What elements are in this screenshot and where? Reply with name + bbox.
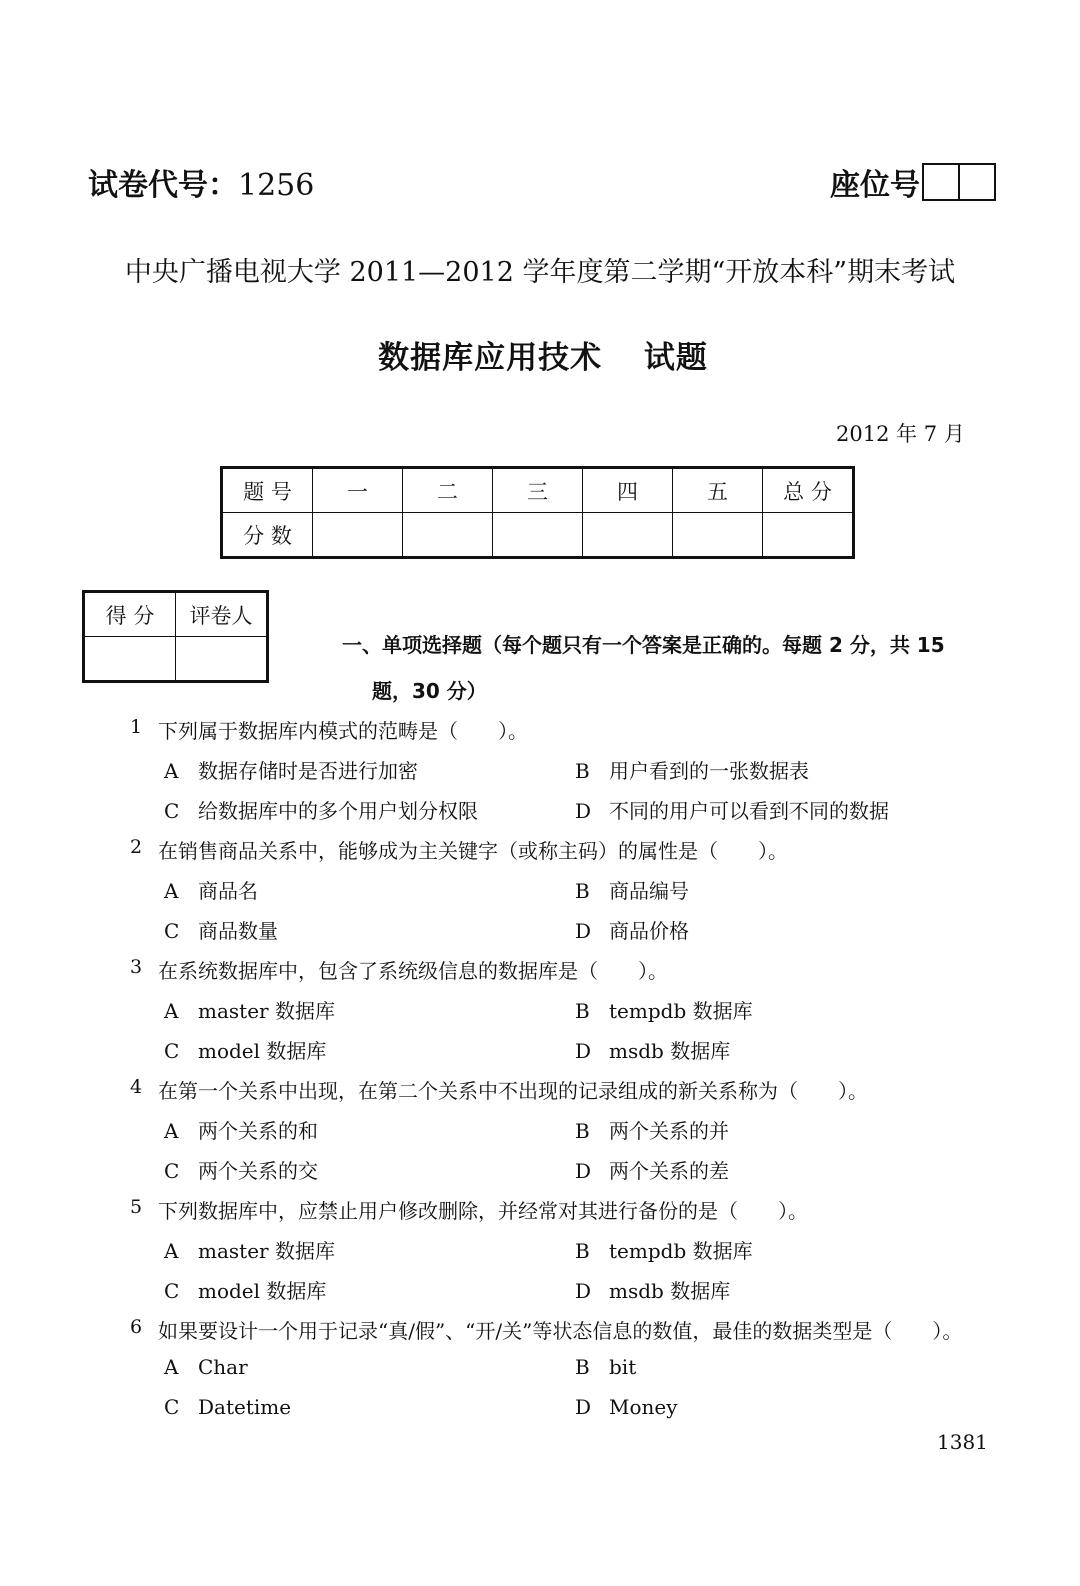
option-letter: D [575,1279,592,1303]
option-letter: C [164,919,180,943]
question-number: 1 [130,716,143,738]
grader-empty-row [84,637,268,682]
question-number: 2 [130,836,143,858]
option-a [164,995,335,1024]
option-c [164,1275,326,1304]
option-letter: D [575,1395,592,1419]
option-text: 给数据库中的多个用户划分权限 [198,799,478,823]
option-d [575,1395,678,1419]
option-b [575,1115,729,1144]
exam-date: 2012 年 7 月 [836,422,965,446]
section-title-line: 题，30 分） [372,679,487,703]
option-letter: D [575,799,592,823]
option-b [575,995,753,1024]
option-letter: C [164,1395,180,1419]
option-text: 商品编号 [609,879,689,903]
option-text: 两个关系的和 [198,1119,318,1143]
option-letter: D [575,1159,592,1183]
paper-code [88,160,314,204]
seat-number [830,160,996,204]
option-letter: A [164,1355,179,1379]
grader-header-row [84,592,268,637]
option-text: msdb 数据库 [609,1279,731,1303]
score-cell [673,513,763,558]
question-text: 在销售商品关系中，能够成为主关键字（或称主码）的属性是（ ）。 [158,839,788,863]
option-d [575,795,889,824]
option-a [164,1115,318,1144]
option-text: 两个关系的交 [198,1159,318,1183]
score-table-score-row [222,513,854,558]
question-number: 5 [130,1196,143,1218]
score-header-cell: 题 号 [222,468,313,513]
score-cell [583,513,673,558]
option-text: 商品名 [198,879,258,903]
seat-box [922,163,960,201]
section-title-line: 一、单项选择题（每个题只有一个答案是正确的。每题 2 分，共 15 [342,633,945,657]
question-text: 下列属于数据库内模式的范畴是（ ）。 [158,719,528,743]
option-text: msdb 数据库 [609,1039,731,1063]
option-c [164,1035,326,1064]
option-text: bit [609,1355,637,1379]
option-c [164,915,278,944]
option-text: 两个关系的并 [609,1119,729,1143]
option-letter: C [164,1039,180,1063]
question-text: 在第一个关系中出现，在第二个关系中不出现的记录组成的新关系称为（ ）。 [158,1079,868,1103]
option-text: Datetime [198,1395,292,1419]
score-header-cell: 一 [313,468,403,513]
option-letter: B [575,879,590,903]
option-letter: B [575,759,590,783]
option-letter: D [575,919,592,943]
option-a [164,1235,335,1264]
score-header-cell: 二 [403,468,493,513]
option-letter: C [164,1279,180,1303]
score-table-header-row [222,468,854,513]
score-header-cell: 四 [583,468,673,513]
score-cell [763,513,854,558]
question-text: 在系统数据库中，包含了系统级信息的数据库是（ ）。 [158,959,668,983]
option-letter: B [575,999,590,1023]
grader-cell [176,637,268,682]
option-b [575,1355,636,1379]
option-b [575,875,689,904]
exam-title: 数据库应用技术 试题 [378,340,708,376]
option-a [164,755,418,784]
seat-boxes [922,163,996,201]
option-text: tempdb 数据库 [609,1239,753,1263]
option-d [575,1035,730,1064]
paper-code-value: 1256 [238,168,315,203]
paper-code-label: 试卷代号： [88,168,238,203]
score-cell [313,513,403,558]
option-text: 商品价格 [609,919,689,943]
option-text: model 数据库 [198,1039,327,1063]
option-text: Char [198,1355,248,1379]
option-text: Money [609,1395,678,1419]
exam-header: 中央广播电视大学 2011—2012 学年度第二学期“开放本科”期末考试 [124,257,956,288]
option-text: master 数据库 [198,999,335,1023]
score-table [220,466,855,559]
option-text: master 数据库 [198,1239,335,1263]
option-text: tempdb 数据库 [609,999,753,1023]
score-cell [493,513,583,558]
option-c [164,795,478,824]
question-number: 3 [130,956,143,978]
option-text: 不同的用户可以看到不同的数据 [609,799,889,823]
score-cell [403,513,493,558]
option-letter: A [164,759,179,783]
option-letter: B [575,1355,590,1379]
grader-table [82,590,269,683]
seat-box [960,163,996,201]
grader-header-cell: 得 分 [84,592,176,637]
option-letter: C [164,1159,180,1183]
score-header-cell: 五 [673,468,763,513]
option-letter: C [164,799,180,823]
score-row-label: 分 数 [222,513,313,558]
page-number: 1381 [937,1430,988,1454]
option-letter: D [575,1039,592,1063]
option-text: model 数据库 [198,1279,327,1303]
option-a [164,1355,248,1379]
grader-cell [84,637,176,682]
grader-header-cell: 评卷人 [176,592,268,637]
option-b [575,1235,753,1264]
option-text: 数据存储时是否进行加密 [198,759,418,783]
question-number: 4 [130,1076,143,1098]
option-letter: B [575,1119,590,1143]
option-d [575,1275,730,1304]
option-b [575,755,809,784]
option-text: 商品数量 [198,919,278,943]
score-header-cell: 三 [493,468,583,513]
option-letter: A [164,1239,179,1263]
question-text: 下列数据库中，应禁止用户修改删除，并经常对其进行备份的是（ ）。 [158,1199,808,1223]
option-letter: A [164,879,179,903]
option-c [164,1155,318,1184]
option-letter: A [164,1119,179,1143]
question-number: 6 [130,1316,143,1338]
option-text: 两个关系的差 [609,1159,729,1183]
score-header-cell: 总 分 [763,468,854,513]
option-letter: A [164,999,179,1023]
option-d [575,1155,729,1184]
option-text: 用户看到的一张数据表 [609,759,809,783]
option-c [164,1395,291,1419]
option-d [575,915,689,944]
option-letter: B [575,1239,590,1263]
seat-label: 座位号 [830,168,920,203]
section-title [342,622,1012,714]
option-a [164,875,258,904]
question-text: 如果要设计一个用于记录“真/假”、“开/关”等状态信息的数值，最佳的数据类型是（ ）。 [158,1319,963,1343]
